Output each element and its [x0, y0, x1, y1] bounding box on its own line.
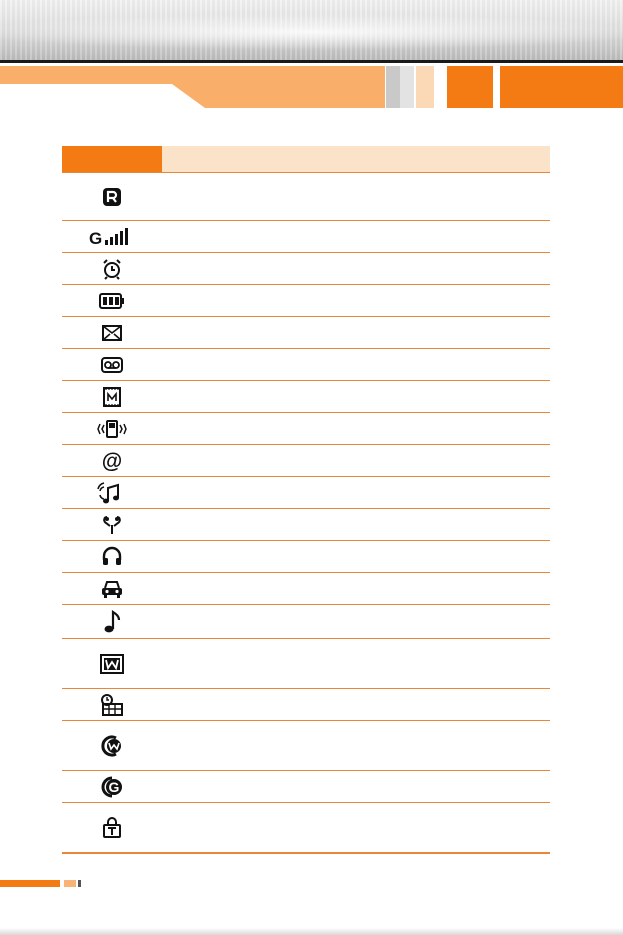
table-row [62, 721, 550, 771]
row-description [162, 349, 550, 381]
table-row [62, 285, 550, 317]
header-band-block [416, 66, 434, 108]
table-row [62, 605, 550, 639]
svg-text:G: G [89, 228, 103, 247]
gprs-g-icon [99, 776, 125, 798]
section-header-band [0, 66, 623, 108]
row-description [162, 573, 550, 605]
row-description [162, 803, 550, 853]
secure-lock-t-icon [102, 816, 122, 838]
table-row [62, 317, 550, 349]
table-header-description-column [162, 146, 550, 173]
table-row [62, 541, 550, 573]
at-sign-icon [100, 450, 124, 472]
pen-nib-icon [101, 514, 123, 536]
table-row [62, 413, 550, 445]
table-row [62, 573, 550, 605]
table-row [62, 221, 550, 253]
ringtone-vibrate-icon [97, 482, 127, 504]
row-description [162, 689, 550, 721]
footer-accent-bar [78, 880, 81, 887]
headset-icon [101, 546, 123, 568]
music-note-icon [102, 610, 122, 634]
table-header-icon-column [62, 146, 162, 173]
header-band-block [500, 66, 623, 108]
footer-accent-bar [0, 880, 60, 887]
status-icon-table [62, 146, 550, 854]
header-band-block [447, 66, 493, 108]
table-row [62, 509, 550, 541]
header-band-tab [0, 84, 205, 108]
table-header-row [62, 146, 550, 173]
row-description [162, 509, 550, 541]
table-row [62, 381, 550, 413]
row-description [162, 317, 550, 349]
table-row [62, 349, 550, 381]
vibrate-icon [97, 418, 127, 440]
voicemail-icon [101, 356, 123, 374]
row-description [162, 221, 550, 253]
row-description [162, 541, 550, 573]
row-description [162, 413, 550, 445]
svg-text:G: G [108, 778, 120, 795]
memo-m-icon [102, 386, 122, 408]
header-band-block [400, 66, 414, 108]
row-description [162, 477, 550, 509]
row-description [162, 771, 550, 803]
car-kit-icon [100, 578, 124, 600]
footer-accent-bar [64, 880, 76, 887]
wap-w-icon [100, 654, 124, 674]
row-description [162, 721, 550, 771]
table-row [62, 803, 550, 853]
table-row [62, 253, 550, 285]
alarm-clock-icon [101, 258, 123, 280]
table-row [62, 445, 550, 477]
schedule-calendar-icon [100, 694, 124, 716]
row-description [162, 381, 550, 413]
row-description [162, 639, 550, 689]
signal-strength-icon [89, 227, 135, 247]
row-description [162, 605, 550, 639]
table-row [62, 173, 550, 221]
row-description [162, 285, 550, 317]
svg-text:@: @ [101, 449, 123, 472]
envelope-message-icon [101, 324, 123, 342]
top-divider-line [0, 60, 623, 63]
roaming-r-icon [101, 186, 123, 208]
row-description [162, 253, 550, 285]
row-description [162, 173, 550, 221]
page-bottom-edge [0, 928, 623, 935]
battery-icon [99, 292, 125, 310]
table-row [62, 639, 550, 689]
wap-online-w-icon [99, 735, 125, 757]
header-band-block [386, 66, 400, 108]
table-row [62, 771, 550, 803]
top-metallic-banner [0, 0, 623, 60]
row-description [162, 445, 550, 477]
table-row [62, 477, 550, 509]
table-row [62, 689, 550, 721]
